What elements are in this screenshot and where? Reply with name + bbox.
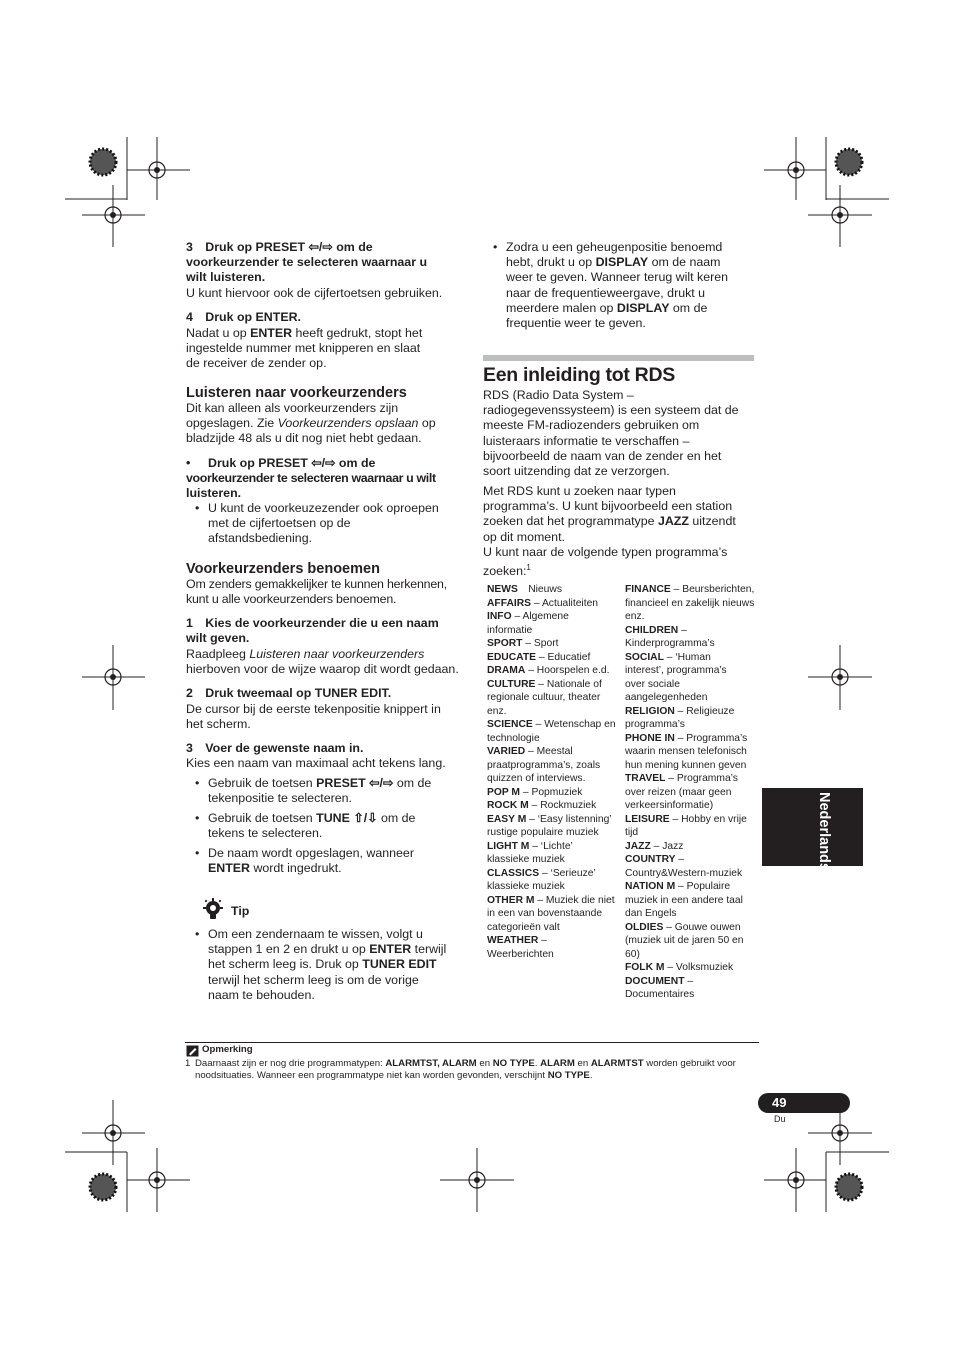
name-bullet-1: • Gebruik de toetsen PRESET ⇦/⇨ om de tekenpositie te selecteren. [195,776,432,806]
program-type-entry: POP M – Popmuziek [487,786,583,798]
program-type-entry: AFFAIRS – Actualiteiten [487,597,599,609]
program-code: OTHER M [487,894,535,906]
name-intro: Om zenders gemakkelijker te kunnen herkennen, kunt u alle voorkeurzenders benoemen. [186,577,447,607]
program-type-entry: COUNTRY – Country&Western-muziek [625,854,743,879]
listen-text: Dit kan alleen als voorkeurzenders zijn opgeslagen. Zie Voorkeurzenders opslaan op bladzijde 48 als u dit nog niet hebt gedaan. [186,401,436,446]
step-4-text: Nadat u op ENTER heeft gedrukt, stopt het ingestelde nummer met knipperen en slaat de receiver de zender op. [186,326,423,371]
name-step-1: 1 Kies de voorkeurzender die u een naam wilt geven. [186,616,439,646]
program-code: EDUCATE [487,651,537,663]
note-icon [186,1045,199,1057]
program-type-entry: OLDIES – Gouwe ouwen (muziek uit de jaren 50 en 60) [625,921,744,960]
tip-title: Tip [231,904,250,918]
section-heading-listen: Luisteren naar voorkeurzenders [186,385,407,401]
section-rule [483,355,754,361]
program-code: SPORT [487,638,523,649]
step-3-heading: 3 Druk op PRESET ⇦/⇨ om de voorkeurzender te selecteren waarnaar u wilt luisteren. [186,240,428,285]
language-tab [762,788,863,871]
name-step-1-text: Raadpleeg Luisteren naar voorkeurzenders hierboven voor de wijze waarop dit wordt gedaan. [186,647,459,677]
program-code: LEISURE [625,813,670,825]
program-type-entry: SPORT – Sport [487,638,559,649]
program-code: WEATHER [487,935,539,946]
program-code: DRAMA [487,665,526,676]
name-step-3-text: Kies een naam van maximaal acht tekens lang. [186,756,446,770]
program-type-entry: NATION M – Populaire muziek in een andere taal dan Engels [625,881,743,919]
step-4-heading: 4 Druk op ENTER. [186,310,301,324]
program-code: JAZZ [625,840,651,852]
program-code: RELIGION [625,705,675,717]
program-type-entry: JAZZ – Jazz [625,840,684,852]
language-code: Du [774,1114,786,1124]
program-code: INFO [487,611,512,622]
display-bullet: • Zodra u een geheugenpositie benoemd hebt, drukt u op DISPLAY om de naam weer te geven. Wanneer terug wilt keren naar de frequentieweergave, drukt u meerdere malen op DISPLAY om de frequentie weer te geven. [493,240,728,331]
program-type-entry: OTHER M – Muziek die niet in een van bovenstaande categorieën valt [487,894,615,933]
program-code: AFFAIRS [487,597,532,609]
program-type-entry: DRAMA – Hoorspelen e.d. [487,665,610,676]
program-code: NEWS [487,584,518,595]
rds-paragraph-1: RDS (Radio Data System – radiogegevenssysteem) is een systeem dat de meeste FM-radiozenders gebruiken om luisteraars informatie te verschaffen – bijvoorbeeld de naam van de zender en het soort uitzending dat ze verzorgen. [483,388,739,479]
program-code: FINANCE [625,584,671,595]
program-type-entry: INFO – Algemene informatie [487,611,569,636]
program-type-entry: FOLK M – Volksmuziek [625,962,734,973]
program-type-entry: LEISURE – Hobby en vrije tijd [625,813,747,838]
rds-heading: Een inleiding tot RDS [483,364,675,386]
tip-bullet: • Om een zendernaam te wissen, volgt u stappen 1 en 2 en drukt u op ENTER terwijl het scherm leeg is. Druk op TUNER EDIT terwijl het scherm leeg is om de vorige naam te behouden. [195,927,447,1002]
program-code: FOLK M [625,962,665,973]
page-number-badge [758,1093,850,1113]
program-type-entry: CULTURE – Nationale of regionale cultuur, theater enz. [487,678,602,717]
program-type-entry: EDUCATE – Educatief [487,651,591,663]
footnote-title: Opmerking [202,1044,253,1055]
program-code: PHONE IN [625,732,675,744]
listen-bullet: • U kunt de voorkeuzezender ook oproepen met de cijfertoetsen op de afstandsbediening. [195,501,439,546]
page-number: 49 [772,1095,787,1110]
name-bullet-2: • Gebruik de toetsen TUNE ⇧/⇩ om de tekens te selecteren. [195,811,416,841]
program-type-entry: RELIGION – Religieuze programma’s [625,705,735,730]
program-type-entry: ROCK M – Rockmuziek [487,800,597,811]
rds-paragraph-2: Met RDS kunt u zoeken naar typen programma’s. U kunt bijvoorbeeld een station zoeken dat het programmatype JAZZ uitzendt op dit moment. U kunt naar de volgende typen programma’s zoeken:$^1$ [483,484,736,579]
footnote-rule [185,1042,759,1043]
program-type-entry: EASY M – ‘Easy listenning’ rustige populaire muziek [487,813,612,838]
name-step-3: 3 Voer de gewenste naam in. [186,741,364,755]
program-type-entry: SCIENCE – Wetenschap en technologie [487,719,616,744]
program-type-entry: LIGHT M – ‘Lichte’ klassieke muziek [487,840,573,865]
program-type-entry: TRAVEL – Programma’s over reizen (maar geen verkeersinformatie) [625,773,738,811]
program-type-entry: NEWS Nieuws [487,584,562,595]
program-code: OLDIES [625,921,664,933]
program-code: LIGHT M [487,840,530,852]
program-code: NATION M [625,881,676,892]
program-type-entry: CLASSICS – ‘Serieuze’ klassieke muziek [487,867,596,892]
program-type-entry: WEATHER – Weerberichten [487,935,554,960]
footnote-text: Daarnaast zijn er nog drie programmatypen: ALARMTST, ALARM en NO TYPE. ALARM en ALARMTST worden gebruikt voor noodsituaties. Wanneer een programmatype niet kan worden gevonden, verschijnt NO TYPE. [195,1058,736,1082]
program-type-entry: PHONE IN – Programma’s waarin mensen telefonisch hun mening kunnen geven [625,732,748,771]
program-type-entry: SOCIAL – ‘Human interest’, programma’s over sociale aangelegenheden [625,651,727,703]
program-code: CLASSICS [487,867,540,879]
program-code: COUNTRY [625,854,676,865]
name-step-2-text: De cursor bij de eerste tekenpositie knippert in het scherm. [186,702,441,732]
language-tab-label: Nederlands [816,792,832,871]
program-code: VARIED [487,746,526,757]
program-code: ROCK M [487,800,529,811]
section-heading-name: Voorkeurzenders benoemen [186,561,380,577]
name-step-2: 2 Druk tweemaal op TUNER EDIT. [186,686,392,700]
lightbulb-icon [200,897,226,923]
listen-step: • Druk op PRESET ⇦/⇨ om de voorkeurzender te selecteren waarnaar u wilt luisteren. [186,456,436,501]
program-code: TRAVEL [625,773,666,784]
program-code: CULTURE [487,678,536,690]
step-3-note: U kunt hiervoor ook de cijfertoetsen gebruiken. [186,286,443,300]
program-code: SCIENCE [487,719,533,730]
program-type-entry: VARIED – Meestal praatprogramma’s, zoals quizzen of interviews. [487,746,601,784]
program-code: DOCUMENT [625,975,685,987]
program-code: SOCIAL [625,651,664,663]
program-code: CHILDREN [625,624,679,636]
program-type-entry: FINANCE – Beursberichten, financieel en zakelijk nieuws enz. [625,584,755,622]
program-type-entry: CHILDREN – Kinderprogramma’s [625,624,715,649]
program-code: POP M [487,786,520,798]
footnote-number: 1 [185,1058,191,1069]
program-type-entry: DOCUMENT – Documentaires [625,975,695,1000]
program-code: EASY M [487,813,527,825]
name-bullet-3: • De naam wordt opgeslagen, wanneer ENTER wordt ingedrukt. [195,846,414,876]
